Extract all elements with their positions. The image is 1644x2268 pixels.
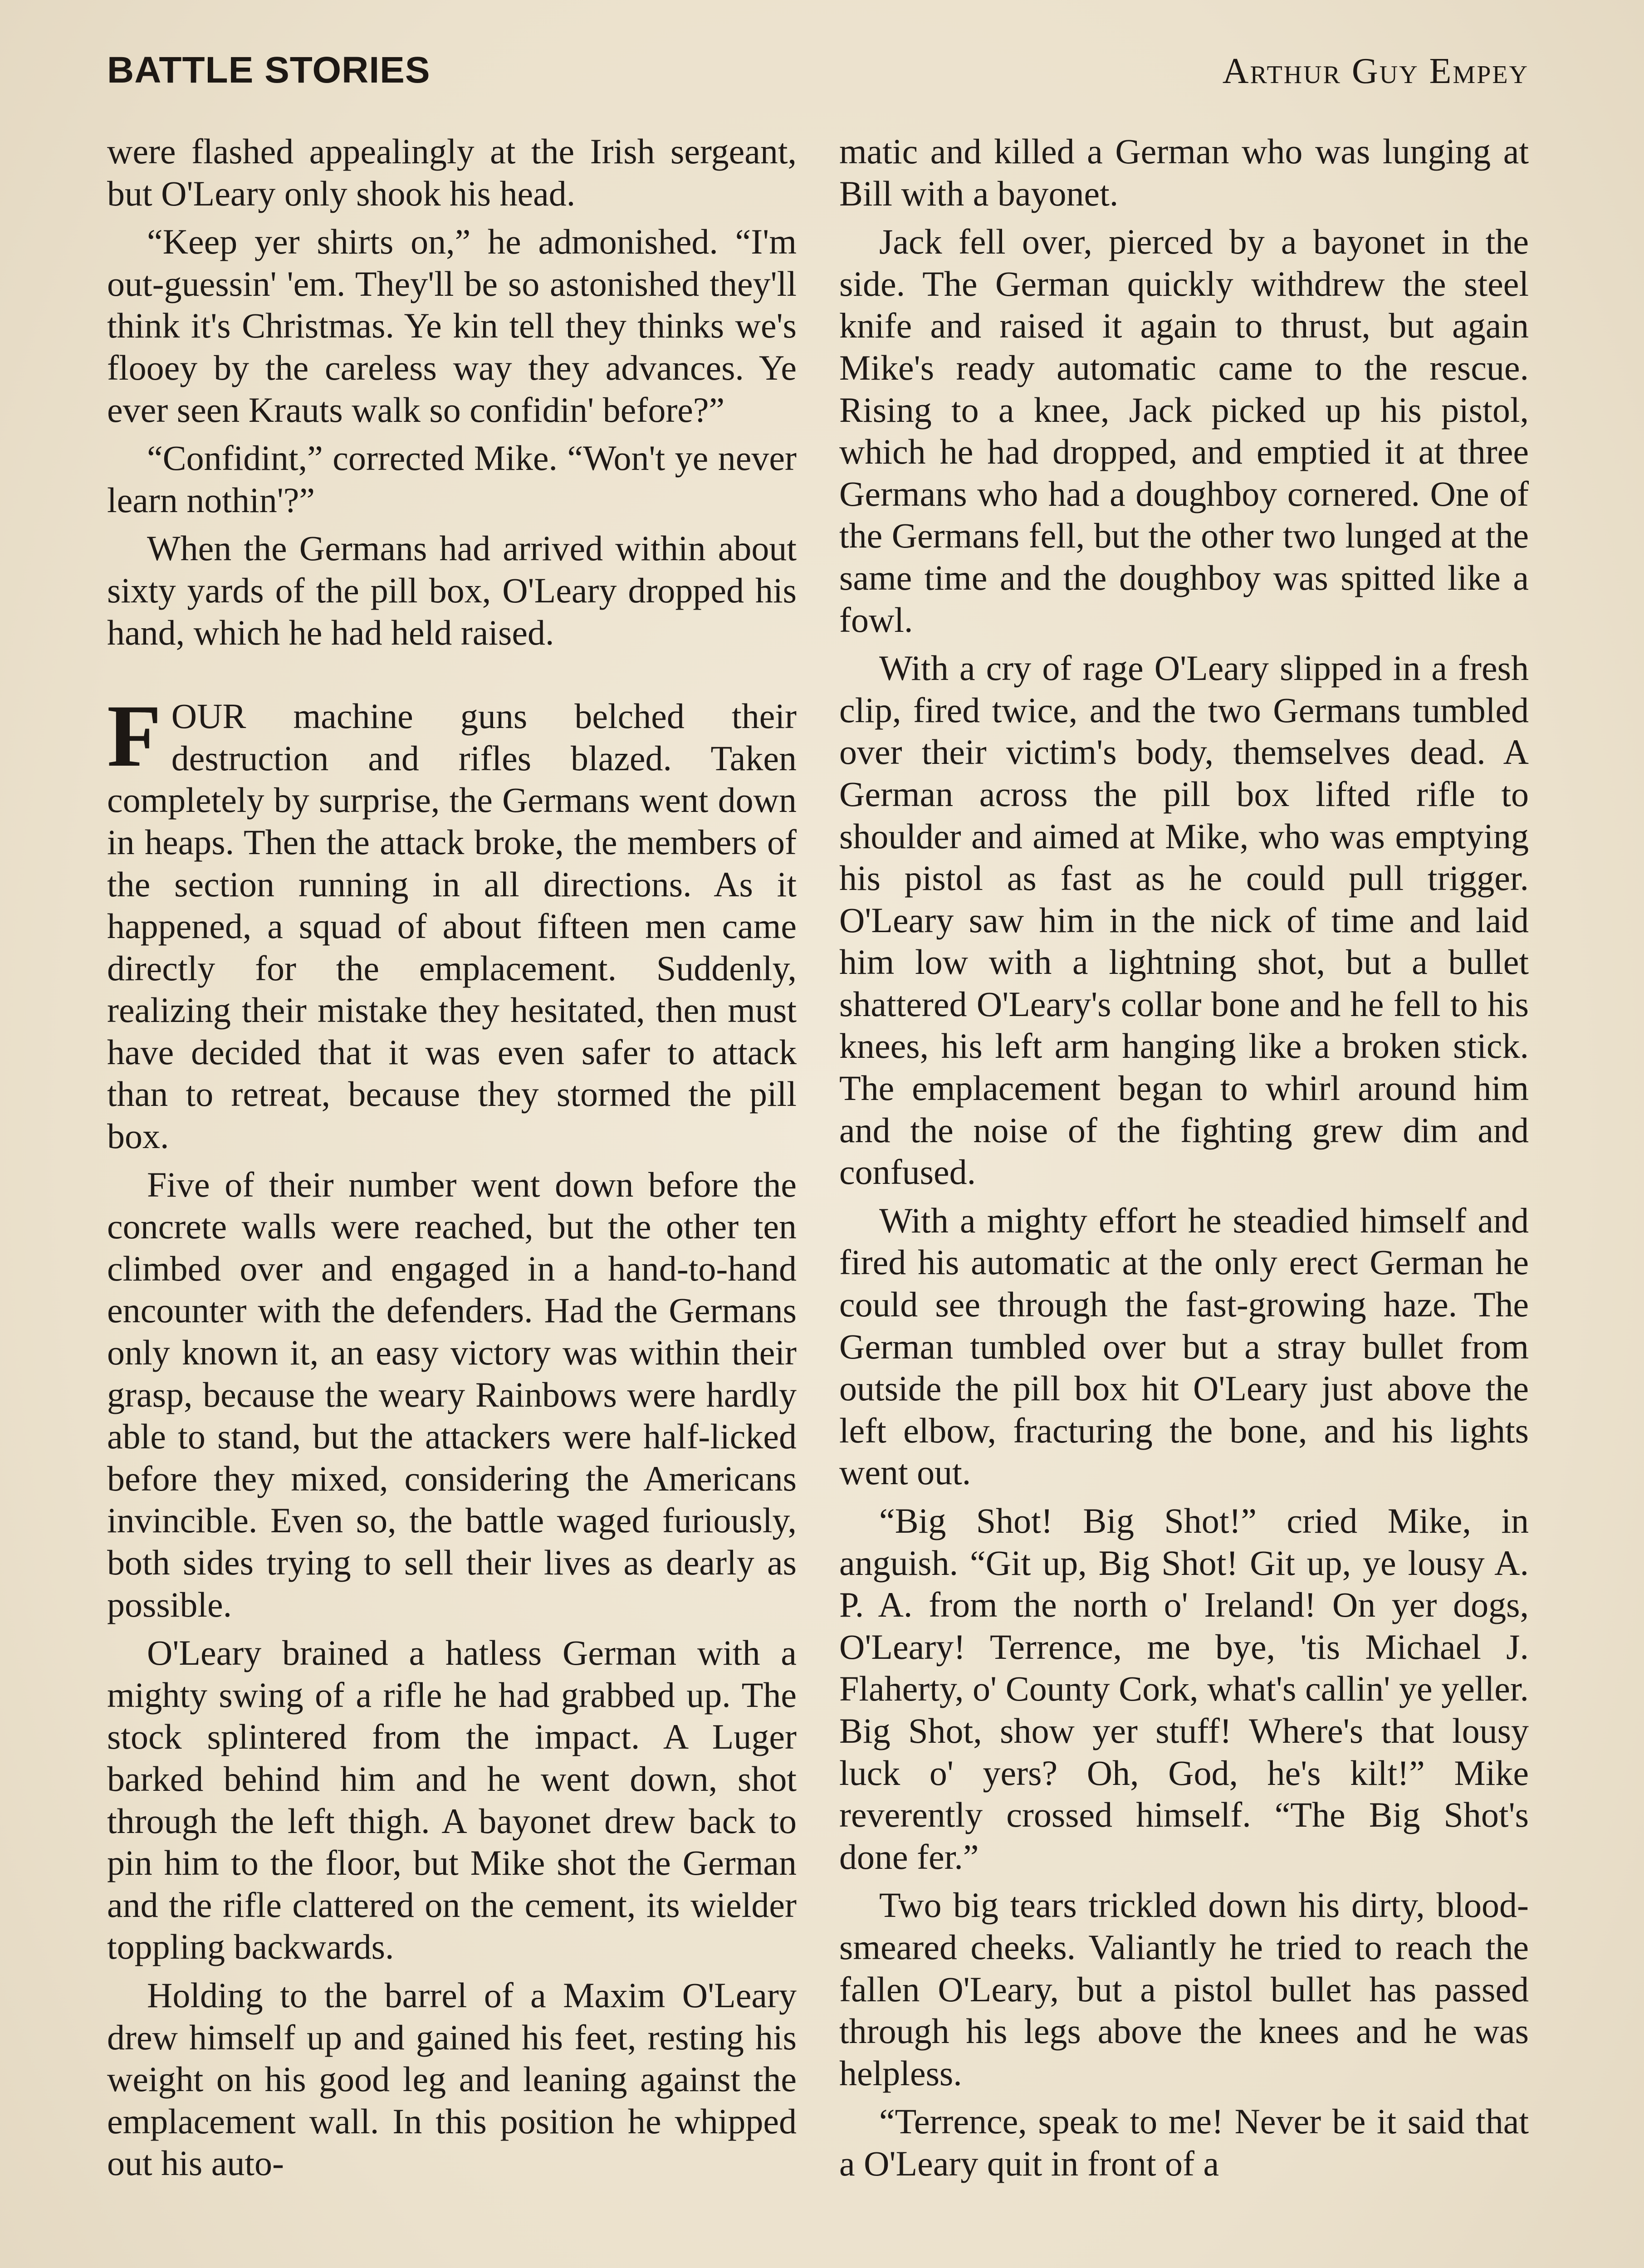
paragraph-with-dropcap (107, 687, 797, 1158)
paragraph: Jack fell over, pierced by a bayonet in the side. The German quickly withdrew the steel knife and raised it again to thrust, but again Mike's ready automatic came to the rescue. Rising to a knee, Jack picked up his pistol, which he had dropped, and emptied it at three Germans who had a doughboy cornered. One of the Germans fell, but the other two lunged at the same time and the doughboy was spitted like a fowl. (839, 222, 1529, 640)
paragraph: were flashed appealingly at the Irish sergeant, but O'Leary only shook his head. (107, 132, 797, 213)
paragraph: With a mighty effort he steadied himself and fired his automatic at the only erect German he could see through the fast-growing haze. The German tumbled over but a stray bullet from outside the pill box hit O'Leary just above the left elbow, fracturing the bone, and his lights went out. (839, 1200, 1529, 1492)
drop-cap-letter: F (107, 687, 161, 786)
paragraph: “Confidint,” corrected Mike. “Won't ye never learn nothin'?” (107, 438, 797, 520)
paragraph: Five of their number went down before the concrete walls were reached, but the other ten climbed over and engaged in a hand-to-hand encounter with the defenders. Had the Germans only known it, an easy victory was within their grasp, because the weary Rainbows were hardly able to stand, but the attackers were half-licked before they mixed, considering the Americans invincible. Even so, the battle waged furiously, both sides trying to sell their lives as dearly as possible. (107, 1164, 797, 1624)
paragraph: With a cry of rage O'Leary slipped in a fresh clip, fired twice, and the two Germans tumbled over their victim's body, themselves dead. A German across the pill box lifted rifle to shoulder and aimed at Mike, who was emptying his pistol as fast as he could pull trigger. O'Leary saw him in the nick of time and laid him low with a lightning shot, but a bullet shattered O'Leary's collar bone and he fell to his knees, his left arm hanging like a broken stick. The emplacement began to whirl around him and the noise of the fighting grew dim and confused. (839, 648, 1529, 1192)
author-name: Arthur Guy Empey (1222, 51, 1529, 91)
paragraph: “Keep yer shirts on,” he admonished. “I'm out-guessin' 'em. They'll be so astonished they'll think it's Christmas. Ye kin tell they thinks we's flooey by the careless way they advances. Ye ever seen Krauts walk so confidin' before?” (107, 222, 797, 430)
paragraph-text: OUR machine guns belched their destruction and rifles blazed. Taken completely by surprise, the Germans went down in heaps. Then the attack broke, the members of the section running in all directions. As it happened, a squad of about fifteen men came directly for the emplacement. Suddenly, realizing their mistake they hesitated, then must have decided that it was even safer to attack than to retreat, because they stormed the pill box. (107, 696, 797, 1156)
paragraph: Holding to the barrel of a Maxim O'Leary drew himself up and gained his feet, resting his weight on his good leg and leaning against the emplacement wall. In this position he whipped out his auto- (107, 1975, 797, 2183)
running-title: BATTLE STORIES (107, 49, 431, 91)
paragraph: matic and killed a German who was lunging at Bill with a bayonet. (839, 132, 1529, 213)
paragraph: O'Leary brained a hatless German with a mighty swing of a rifle he had grabbed up. The stock splintered from the impact. A Luger barked behind him and he went down, shot through the left thigh. A bayonet drew back to pin him to the floor, but Mike shot the German and the rifle clattered on the cement, its wielder toppling backwards. (107, 1633, 797, 1967)
paragraph: Two big tears trickled down his dirty, blood-smeared cheeks. Valiantly he tried to reach the fallen O'Leary, but a pistol bullet has passed through his legs above the knees and he was helpless. (839, 1885, 1529, 2093)
right-text-column (839, 131, 1529, 2185)
paragraph: When the Germans had arrived within about sixty yards of the pill box, O'Leary dropped his hand, which he had held raised. (107, 528, 797, 652)
paragraph: “Big Shot! Big Shot!” cried Mike, in anguish. “Git up, Big Shot! Git up, ye lousy A. P. A. from the north o' Ireland! On yer dogs, O'Leary! Terrence, me bye, 'tis Michael J. Flaherty, o' County Cork, what's callin' ye yeller. Big Shot, show yer stuff! Where's that lousy luck o' yers? Oh, God, he's kilt!” Mike reverently crossed himself. “The Big Shot's done fer.” (839, 1501, 1529, 1877)
paragraph: “Terrence, speak to me! Never be it said that a O'Leary quit in front of a (839, 2102, 1529, 2183)
left-text-column (107, 131, 797, 2185)
